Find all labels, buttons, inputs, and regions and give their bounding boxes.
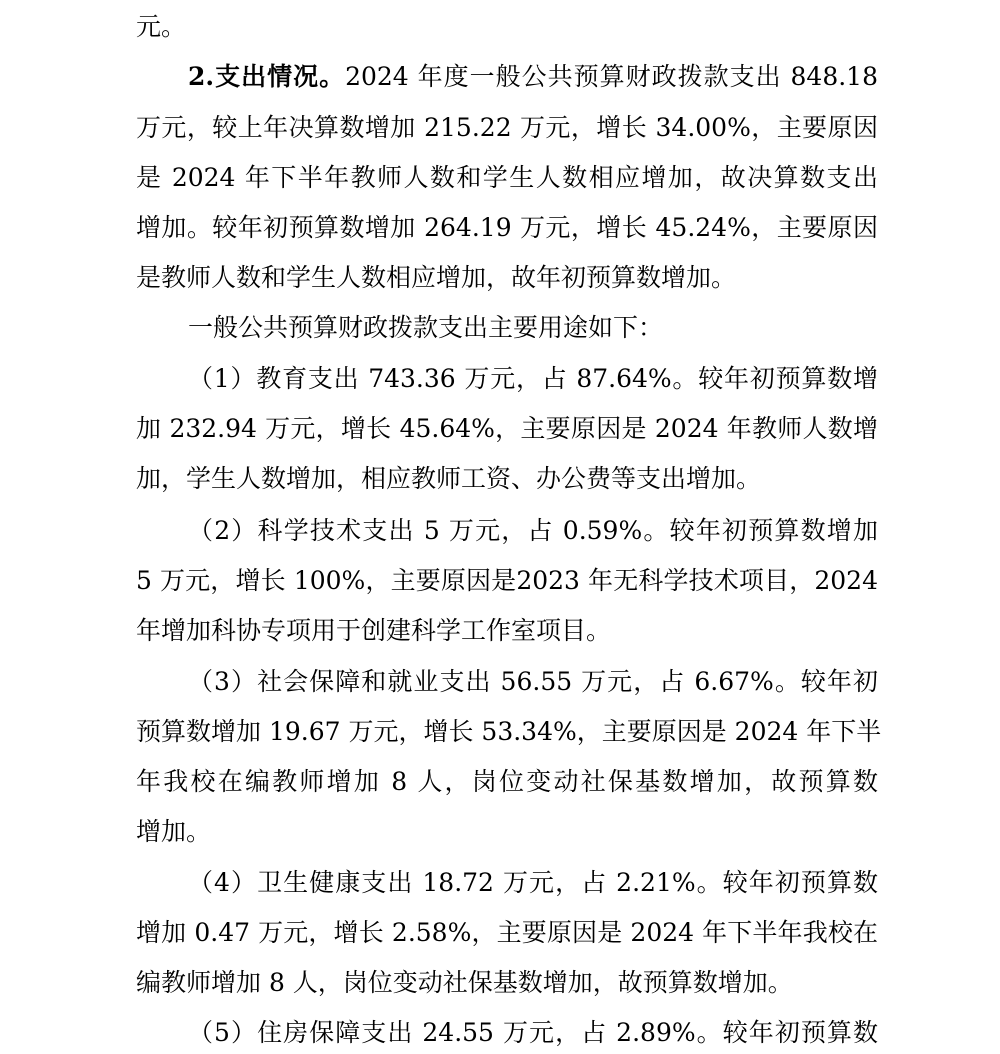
text-line: （3）社会保障和就业支出 56.55 万元，占 6.67%。较年初 [188, 667, 878, 696]
text-line: 增加 0.47 万元，增长 2.58%，主要原因是 2024 年下半年我校在 [136, 918, 878, 947]
text-line: 5 万元，增长 100%，主要原因是2023 年无科学技术项目，2024 [136, 566, 878, 595]
text-line: 年我校在编教师增加 8 人，岗位变动社保基数增加，故预算数 [136, 767, 878, 796]
text-line: 是 2024 年下半年教师人数和学生人数相应增加，故决算数支出 [136, 163, 878, 192]
section-first-line [188, 60, 878, 94]
text-line: 增加。 [136, 817, 212, 846]
text-line: （1）教育支出 743.36 万元，占 87.64%。较年初预算数增 [188, 364, 878, 393]
text-line: （5）住房保障支出 24.55 万元，占 2.89%。较年初预算数 [188, 1018, 878, 1047]
text-line: （4）卫生健康支出 18.72 万元，占 2.21%。较年初预算数 [188, 868, 878, 897]
text-line: 是教师人数和学生人数相应增加，故年初预算数增加。 [136, 263, 737, 292]
section-heading: 2.支出情况。 [188, 62, 346, 91]
section-first-line-text: 2024 年度一般公共预算财政拨款支出 848.18 [345, 62, 878, 91]
text-line: 加 232.94 万元，增长 45.64%，主要原因是 2024 年教师人数增 [136, 414, 878, 443]
text-line: 万元，较上年决算数增加 215.22 万元，增长 34.00%，主要原因 [136, 113, 878, 142]
text-line: 一般公共预算财政拨款支出主要用途如下： [188, 313, 664, 342]
text-line: 加，学生人数增加，相应教师工资、办公费等支出增加。 [136, 464, 762, 493]
text-line: 年增加科协专项用于创建科学工作室项目。 [136, 616, 612, 645]
text-line: （2）科学技术支出 5 万元，占 0.59%。较年初预算数增加 [188, 516, 878, 545]
text-line: 编教师增加 8 人，岗位变动社保基数增加，故预算数增加。 [136, 968, 793, 997]
text-line: 预算数增加 19.67 万元，增长 53.34%，主要原因是 2024 年下半 [136, 717, 882, 746]
text-line: 增加。较年初预算数增加 264.19 万元，增长 45.24%，主要原因 [136, 213, 878, 242]
text-line: 元。 [136, 12, 187, 41]
